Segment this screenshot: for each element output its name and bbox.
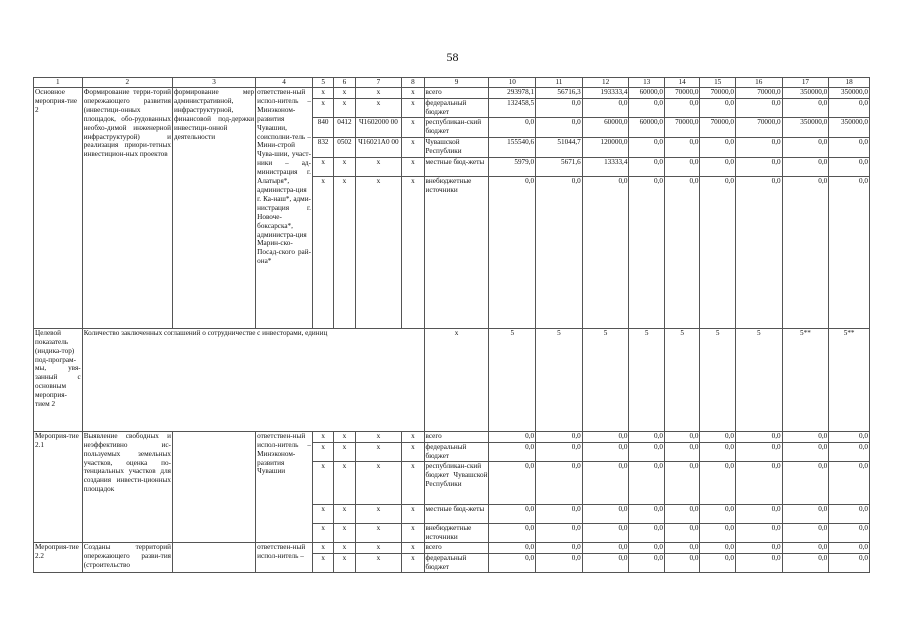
table-cell: внебюджетные источники xyxy=(424,523,489,542)
table-cell: 0,0 xyxy=(629,99,665,118)
table-cell: 0,0 xyxy=(629,542,665,553)
table-cell: республикан-ский бюджет Чувашской Республики xyxy=(424,461,489,504)
table-cell: 0,0 xyxy=(629,176,665,328)
indicator-value: 5 xyxy=(629,328,665,431)
table-cell: x xyxy=(402,553,424,572)
header-row xyxy=(34,78,870,88)
column-number: 5 xyxy=(312,78,333,88)
column-number: 18 xyxy=(829,78,870,88)
table-cell: 0,0 xyxy=(700,442,736,461)
table-cell: x xyxy=(355,461,402,504)
responsible-executor: ответствен-ный испол-нитель – xyxy=(256,542,313,572)
table-cell: 0,0 xyxy=(829,442,870,461)
table-cell: 0,0 xyxy=(664,504,700,523)
table-cell: 0,0 xyxy=(782,137,829,157)
table-cell: 0,0 xyxy=(700,504,736,523)
table-cell: 840 xyxy=(312,117,333,137)
table-cell: x xyxy=(402,523,424,542)
table-cell: 0,0 xyxy=(829,553,870,572)
table-cell: x xyxy=(355,88,402,99)
table-cell: 70000,0 xyxy=(700,117,736,137)
table-cell: x xyxy=(402,504,424,523)
column-number: 6 xyxy=(334,78,355,88)
table-cell: 832 xyxy=(312,137,333,157)
table-cell: 0,0 xyxy=(782,442,829,461)
table-cell: 0,0 xyxy=(664,176,700,328)
table-cell: 0,0 xyxy=(582,431,629,442)
table-cell: x xyxy=(355,176,402,328)
table-cell: x xyxy=(312,442,333,461)
table-cell: всего xyxy=(424,431,489,442)
table-cell: 0,0 xyxy=(700,137,736,157)
table-cell: 350000,0 xyxy=(829,117,870,137)
column-number: 1 xyxy=(34,78,83,88)
table-cell: x xyxy=(355,442,402,461)
page-number: 58 xyxy=(446,50,459,64)
column-number: 14 xyxy=(664,78,700,88)
event-purpose xyxy=(172,542,255,572)
table-cell: 0,0 xyxy=(735,99,782,118)
table-cell: федеральный бюджет xyxy=(424,553,489,572)
table-cell: x xyxy=(355,504,402,523)
column-number: 15 xyxy=(700,78,736,88)
table-cell: x xyxy=(402,442,424,461)
table-cell: 0,0 xyxy=(489,523,536,542)
table-cell: 0,0 xyxy=(489,461,536,504)
table-cell: 70000,0 xyxy=(735,88,782,99)
table-cell: 0,0 xyxy=(629,157,665,176)
table-row xyxy=(34,542,870,553)
table-cell: 0502 xyxy=(334,137,355,157)
table-cell: 0,0 xyxy=(629,504,665,523)
table-cell: 0,0 xyxy=(664,523,700,542)
table-cell: x xyxy=(334,88,355,99)
column-number: 7 xyxy=(355,78,402,88)
table-cell: 0,0 xyxy=(700,157,736,176)
event-name: Созданы территорий опережающего разви-тия (строительство xyxy=(82,542,172,572)
table-cell: 0,0 xyxy=(536,461,583,504)
table-cell: 0,0 xyxy=(629,461,665,504)
table-cell: 132458,5 xyxy=(489,99,536,118)
table-cell: местные бюд-жеты xyxy=(424,504,489,523)
table-cell: 0,0 xyxy=(829,504,870,523)
column-number: 4 xyxy=(256,78,313,88)
table-cell: 193333,4 xyxy=(582,88,629,99)
table-cell: 0,0 xyxy=(489,542,536,553)
column-number: 17 xyxy=(782,78,829,88)
table-cell: 0,0 xyxy=(735,553,782,572)
table-cell: 60000,0 xyxy=(629,117,665,137)
table-cell: x xyxy=(355,431,402,442)
column-number: 2 xyxy=(82,78,172,88)
table-cell: x xyxy=(312,461,333,504)
table-cell: 0,0 xyxy=(536,176,583,328)
table-cell: x xyxy=(402,157,424,176)
table-cell: x xyxy=(312,431,333,442)
table-cell: 0,0 xyxy=(582,553,629,572)
indicator-value: 5 xyxy=(582,328,629,431)
indicator-value: 5 xyxy=(489,328,536,431)
table-cell: 0,0 xyxy=(735,137,782,157)
table-cell: 5979,0 xyxy=(489,157,536,176)
responsible-executor: ответствен-ный испол-нитель – Минэконом-развития Чувашии xyxy=(256,431,313,542)
indicator-text: Количество заключенных соглашений о сотрудничестве с инвесторами, единиц xyxy=(82,328,424,431)
table-cell: x xyxy=(312,176,333,328)
target-row xyxy=(34,328,870,431)
table-cell: 0,0 xyxy=(700,523,736,542)
column-number: 12 xyxy=(582,78,629,88)
table-cell: x xyxy=(334,157,355,176)
column-number: 10 xyxy=(489,78,536,88)
table-cell: 0,0 xyxy=(735,431,782,442)
table-cell: x xyxy=(312,553,333,572)
event-label: Мероприя-тие 2.1 xyxy=(34,431,83,542)
table-cell: 0,0 xyxy=(489,176,536,328)
table-cell: 0,0 xyxy=(829,523,870,542)
table-cell: 0,0 xyxy=(582,542,629,553)
table-cell: 0,0 xyxy=(489,442,536,461)
table-cell: x xyxy=(355,553,402,572)
table-cell: 0,0 xyxy=(629,523,665,542)
table-cell: 0,0 xyxy=(700,431,736,442)
table-cell: x xyxy=(355,99,402,118)
table-cell: 0,0 xyxy=(829,137,870,157)
table-cell: 0,0 xyxy=(829,431,870,442)
table-cell: x xyxy=(355,542,402,553)
indicator-value: 5 xyxy=(536,328,583,431)
table-cell: x xyxy=(334,553,355,572)
table-cell: 0,0 xyxy=(536,504,583,523)
table-cell: 0,0 xyxy=(664,461,700,504)
table-cell: 0,0 xyxy=(664,157,700,176)
column-number: 8 xyxy=(402,78,424,88)
table-cell: 0,0 xyxy=(582,504,629,523)
indicator-value: 5 xyxy=(664,328,700,431)
table-cell: 0,0 xyxy=(829,157,870,176)
table-cell: 0,0 xyxy=(829,461,870,504)
table-cell: Чувашской Республики xyxy=(424,137,489,157)
table-cell: 60000,0 xyxy=(629,88,665,99)
table-cell: 0,0 xyxy=(664,553,700,572)
table-cell: 155540,6 xyxy=(489,137,536,157)
table-cell: 0,0 xyxy=(629,442,665,461)
table-cell: x xyxy=(355,523,402,542)
table-cell: 70000,0 xyxy=(700,88,736,99)
table-cell: x xyxy=(312,504,333,523)
table-cell: x xyxy=(402,542,424,553)
table-cell: внебюджетные источники xyxy=(424,176,489,328)
table-cell: x xyxy=(312,88,333,99)
table-cell: 60000,0 xyxy=(582,117,629,137)
program-table xyxy=(33,77,870,573)
table-cell: x xyxy=(334,442,355,461)
table-cell: 0,0 xyxy=(664,442,700,461)
table-cell: 0,0 xyxy=(700,553,736,572)
event-purpose: формирование мер административной, инфраструктурной, финансовой под-держки инвестици-онной деятельности xyxy=(172,88,255,329)
indicator-value: 5 xyxy=(735,328,782,431)
event-purpose xyxy=(172,431,255,542)
table-cell: 0,0 xyxy=(735,157,782,176)
table-cell: x xyxy=(334,523,355,542)
table-cell: 0,0 xyxy=(629,553,665,572)
table-cell: 0,0 xyxy=(536,553,583,572)
table-cell: 0,0 xyxy=(782,461,829,504)
table-cell: 0,0 xyxy=(782,176,829,328)
table-cell: 0,0 xyxy=(829,176,870,328)
table-cell: 0,0 xyxy=(582,461,629,504)
column-number: 13 xyxy=(629,78,665,88)
table-cell: 0,0 xyxy=(536,431,583,442)
table-cell: 0,0 xyxy=(489,504,536,523)
table-cell: 0,0 xyxy=(536,117,583,137)
column-number: 3 xyxy=(172,78,255,88)
table-cell: 0,0 xyxy=(829,99,870,118)
table-cell: 0,0 xyxy=(582,523,629,542)
table-cell: x xyxy=(402,176,424,328)
indicator-value: 5** xyxy=(829,328,870,431)
table-cell: 0,0 xyxy=(782,99,829,118)
table-cell: 0,0 xyxy=(700,99,736,118)
table-cell: x xyxy=(402,431,424,442)
table-row xyxy=(34,88,870,99)
table-cell: x xyxy=(402,461,424,504)
table-cell: федеральный бюджет xyxy=(424,442,489,461)
table-cell: республикан-ский бюджет xyxy=(424,117,489,137)
table-cell: x xyxy=(402,99,424,118)
table-cell: 0,0 xyxy=(582,442,629,461)
table-cell: Ч16021А0 00 xyxy=(355,137,402,157)
table-cell: 5671,6 xyxy=(536,157,583,176)
table-cell: 0,0 xyxy=(664,99,700,118)
table-cell: 0,0 xyxy=(782,553,829,572)
table-cell: x xyxy=(312,542,333,553)
table-cell: x xyxy=(402,88,424,99)
table-cell: x xyxy=(355,157,402,176)
table-cell: 0,0 xyxy=(735,523,782,542)
table-row xyxy=(34,431,870,442)
table-cell: 0,0 xyxy=(664,137,700,157)
indicator-label: Целевой показатель (индика-тор) под-програм-мы, увя-занный с основным мероприя-тием 2 xyxy=(34,328,83,431)
table-cell: 0,0 xyxy=(536,99,583,118)
column-number: 11 xyxy=(536,78,583,88)
table-cell: 0,0 xyxy=(700,542,736,553)
indicator-value: 5** xyxy=(782,328,829,431)
event-label: Мероприя-тие 2.2 xyxy=(34,542,83,572)
table-cell: всего xyxy=(424,542,489,553)
table-cell: 0,0 xyxy=(489,431,536,442)
table-cell: 0,0 xyxy=(735,504,782,523)
table-cell: Ч1602000 00 xyxy=(355,117,402,137)
table-cell: 0412 xyxy=(334,117,355,137)
table-cell: 0,0 xyxy=(489,553,536,572)
column-number: 9 xyxy=(424,78,489,88)
table-cell: 293978,1 xyxy=(489,88,536,99)
table-cell: 0,0 xyxy=(782,542,829,553)
table-cell: местные бюд-жеты xyxy=(424,157,489,176)
table-cell: 0,0 xyxy=(536,442,583,461)
table-cell: x xyxy=(402,117,424,137)
table-cell: 350000,0 xyxy=(829,88,870,99)
table-cell: 0,0 xyxy=(536,542,583,553)
table-cell: 0,0 xyxy=(829,542,870,553)
table-cell: 0,0 xyxy=(629,137,665,157)
table-cell: 51044,7 xyxy=(536,137,583,157)
table-cell: 0,0 xyxy=(582,176,629,328)
table-cell: 0,0 xyxy=(735,542,782,553)
table-cell: 0,0 xyxy=(664,542,700,553)
table-cell: 0,0 xyxy=(735,461,782,504)
table-cell: 0,0 xyxy=(735,176,782,328)
table-cell: 350000,0 xyxy=(782,117,829,137)
table-cell: 0,0 xyxy=(782,523,829,542)
table-cell: 120000,0 xyxy=(582,137,629,157)
table-cell: x xyxy=(334,431,355,442)
table-cell: 70000,0 xyxy=(735,117,782,137)
table-cell: x xyxy=(334,504,355,523)
indicator-cell: x xyxy=(424,328,489,431)
table-cell: 0,0 xyxy=(782,157,829,176)
table-cell: 0,0 xyxy=(782,431,829,442)
table-cell: 70000,0 xyxy=(664,88,700,99)
table-cell: 0,0 xyxy=(629,431,665,442)
indicator-value: 5 xyxy=(700,328,736,431)
table-cell: 0,0 xyxy=(735,442,782,461)
table-cell: 13333,4 xyxy=(582,157,629,176)
table-cell: x xyxy=(312,99,333,118)
table-cell: 0,0 xyxy=(700,176,736,328)
event-label: Основное мероприя-тие 2 xyxy=(34,88,83,329)
event-name: Формирование терри-торий опережающего развития (инвестици-онных площадок, обо-рудованных необхо-димой инженерной инфраструктурой) и реализация приори-тетных инвестицион-ных проектов xyxy=(82,88,172,329)
table-cell: x xyxy=(334,461,355,504)
table-cell: x xyxy=(312,157,333,176)
table-cell: x xyxy=(312,523,333,542)
table-cell: x xyxy=(334,99,355,118)
table-cell: x xyxy=(402,137,424,157)
table-cell: x xyxy=(334,176,355,328)
table-cell: x xyxy=(334,542,355,553)
table-cell: 0,0 xyxy=(700,461,736,504)
table-cell: 0,0 xyxy=(489,117,536,137)
event-name: Выявление свободных и неэффективно ис-пользуемых земельных участков, оценка по-тенциальных участков для создания инвести-ционных площадок xyxy=(82,431,172,542)
column-number: 16 xyxy=(735,78,782,88)
table-cell: федеральный бюджет xyxy=(424,99,489,118)
table-cell: 0,0 xyxy=(582,99,629,118)
table-cell: 0,0 xyxy=(782,504,829,523)
table-cell: 0,0 xyxy=(664,431,700,442)
responsible-executor: ответствен-ный испол-нитель – Минэконом-развития Чувашии, соисполни-тель – Мини-строй Чува-шии, участ-ники – ад-министрация г. Алатыря*, администра-ция г. Ка-наш*, адми-нистрация г. Новоче-боксарска*, администра-ция Марин-ско-Посад-ского рай-она* xyxy=(256,88,313,329)
table-cell: 350000,0 xyxy=(782,88,829,99)
table-cell: всего xyxy=(424,88,489,99)
table-cell: 56716,3 xyxy=(536,88,583,99)
table-cell: 0,0 xyxy=(536,523,583,542)
table-cell: 70000,0 xyxy=(664,117,700,137)
